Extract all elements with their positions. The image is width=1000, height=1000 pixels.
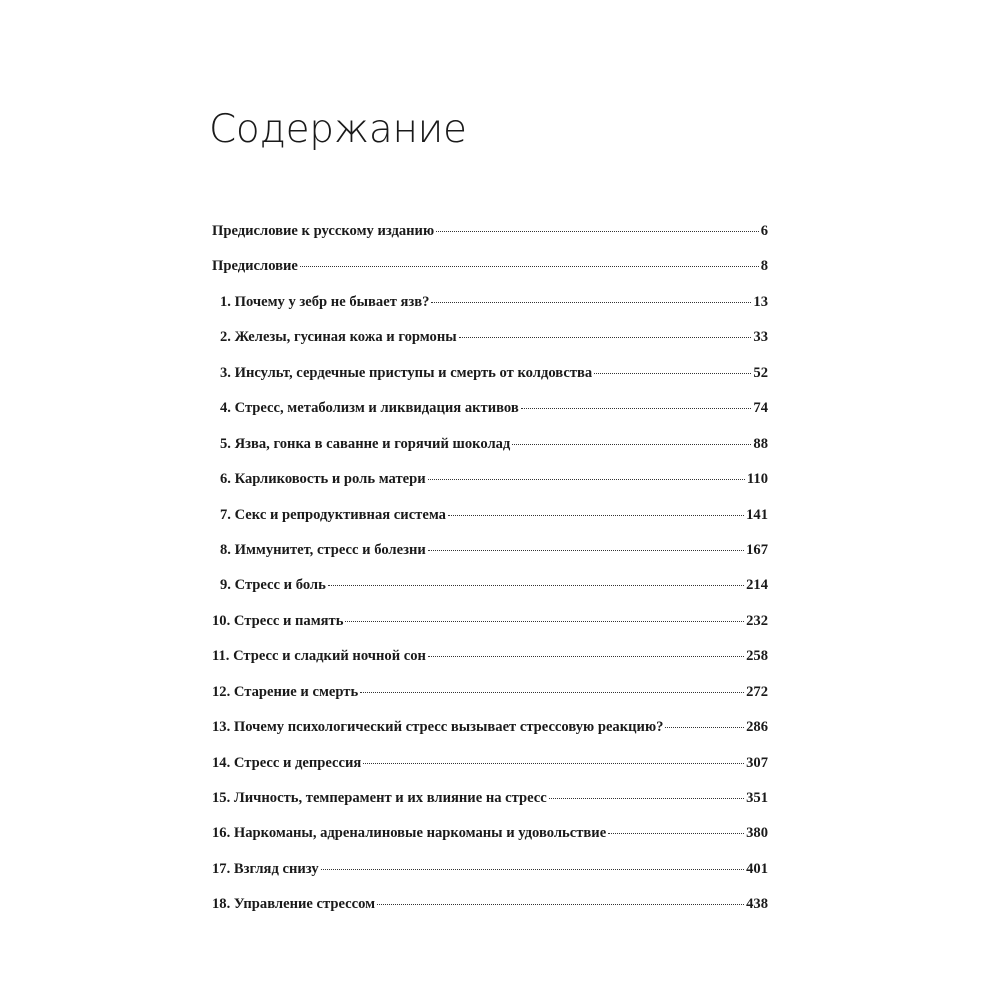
toc-entry bbox=[212, 507, 768, 542]
dot-leader bbox=[436, 231, 759, 232]
toc-entry bbox=[212, 365, 768, 400]
toc-entry-page: 232 bbox=[746, 612, 768, 629]
dot-leader bbox=[428, 550, 744, 551]
dot-leader bbox=[521, 408, 752, 409]
toc-entry-title: 11. Стресс и сладкий ночной сон bbox=[212, 648, 426, 665]
toc-entry-title: Предисловие bbox=[212, 258, 298, 275]
dot-leader bbox=[594, 373, 751, 374]
toc-entry-title: 1. Почему у зебр не бывает язв? bbox=[220, 293, 430, 310]
toc-entry bbox=[212, 294, 768, 329]
toc-entry bbox=[212, 542, 768, 577]
toc-entry bbox=[212, 861, 768, 896]
toc-entry-page: 286 bbox=[746, 719, 768, 736]
toc-entry-title: 9. Стресс и боль bbox=[220, 577, 326, 594]
toc-entry-page: 307 bbox=[746, 754, 768, 771]
dot-leader bbox=[300, 266, 759, 267]
dot-leader bbox=[328, 585, 744, 586]
dot-leader bbox=[345, 621, 744, 622]
dot-leader bbox=[321, 869, 744, 870]
toc-entry-title: 13. Почему психологический стресс вызывает стрессовую реакцию? bbox=[212, 719, 664, 736]
toc-entry bbox=[212, 755, 768, 790]
dot-leader bbox=[428, 479, 745, 480]
toc-entry-title: 2. Железы, гусиная кожа и гормоны bbox=[220, 329, 457, 346]
page-title: Содержание bbox=[209, 107, 467, 152]
toc-entry bbox=[212, 684, 768, 719]
toc-entry-title: 12. Старение и смерть bbox=[212, 683, 359, 700]
toc-entry-title: 6. Карликовость и роль матери bbox=[220, 471, 426, 488]
toc-entry-page: 214 bbox=[746, 577, 768, 594]
dot-leader bbox=[363, 763, 744, 764]
toc-entry-title: 18. Управление стрессом bbox=[212, 896, 376, 913]
toc-entry-title: 4. Стресс, метаболизм и ликвидация активов bbox=[220, 400, 519, 417]
toc-entry bbox=[212, 825, 768, 860]
toc-entry-page: 8 bbox=[760, 258, 768, 275]
dot-leader bbox=[448, 515, 744, 516]
toc-entry-page: 74 bbox=[753, 400, 768, 417]
toc-entry-page: 141 bbox=[746, 506, 768, 523]
dot-leader bbox=[360, 692, 744, 693]
toc-entry bbox=[212, 719, 768, 754]
dot-leader bbox=[428, 656, 744, 657]
toc-entry bbox=[212, 436, 768, 471]
toc-entry bbox=[212, 613, 768, 648]
toc-entry-title: 15. Личность, темперамент и их влияние на стресс bbox=[212, 790, 547, 806]
toc-entry bbox=[212, 577, 768, 612]
toc-entry bbox=[212, 896, 768, 931]
dot-leader bbox=[665, 727, 744, 728]
toc-entry-title: 10. Стресс и память bbox=[212, 612, 344, 629]
toc-entry-title: 16. Наркоманы, адреналиновые наркоманы и удовольствие bbox=[212, 825, 607, 842]
toc-entry-page: 380 bbox=[746, 825, 768, 842]
toc-entry bbox=[212, 258, 768, 293]
toc-entry bbox=[212, 790, 768, 825]
toc-entry bbox=[212, 648, 768, 683]
toc-entry-page: 438 bbox=[746, 896, 768, 913]
toc-entry-page: 88 bbox=[753, 435, 768, 452]
toc-entry-page: 6 bbox=[760, 223, 768, 239]
toc-entry bbox=[212, 223, 768, 258]
toc-entry-title: Предисловие к русскому изданию bbox=[212, 223, 435, 239]
toc-entry bbox=[212, 471, 768, 506]
toc-entry-title: 8. Иммунитет, стресс и болезни bbox=[220, 541, 426, 558]
toc-entry-page: 52 bbox=[753, 364, 768, 381]
toc-entry-title: 5. Язва, гонка в саванне и горячий шоколад bbox=[220, 435, 511, 452]
dot-leader bbox=[431, 302, 751, 303]
toc-entry-title: 3. Инсульт, сердечные приступы и смерть от колдовства bbox=[220, 364, 593, 381]
toc-entry-title: 7. Секс и репродуктивная система bbox=[220, 506, 446, 523]
dot-leader bbox=[377, 904, 744, 905]
dot-leader bbox=[512, 444, 751, 445]
dot-leader bbox=[459, 337, 752, 338]
dot-leader bbox=[608, 833, 744, 834]
toc-entry bbox=[212, 329, 768, 364]
dot-leader bbox=[549, 798, 744, 799]
toc-entry-page: 13 bbox=[753, 293, 768, 310]
toc-entry-page: 272 bbox=[746, 683, 768, 700]
toc-entry-title: 17. Взгляд снизу bbox=[212, 860, 319, 877]
toc-entry-page: 401 bbox=[746, 860, 768, 877]
toc-entry-title: 14. Стресс и депрессия bbox=[212, 754, 362, 771]
table-of-contents bbox=[212, 223, 768, 932]
toc-entry-page: 351 bbox=[746, 790, 768, 806]
toc-entry bbox=[212, 400, 768, 435]
toc-entry-page: 110 bbox=[746, 471, 768, 488]
toc-entry-page: 167 bbox=[746, 541, 768, 558]
toc-entry-page: 33 bbox=[753, 329, 768, 346]
toc-entry-page: 258 bbox=[746, 648, 768, 665]
